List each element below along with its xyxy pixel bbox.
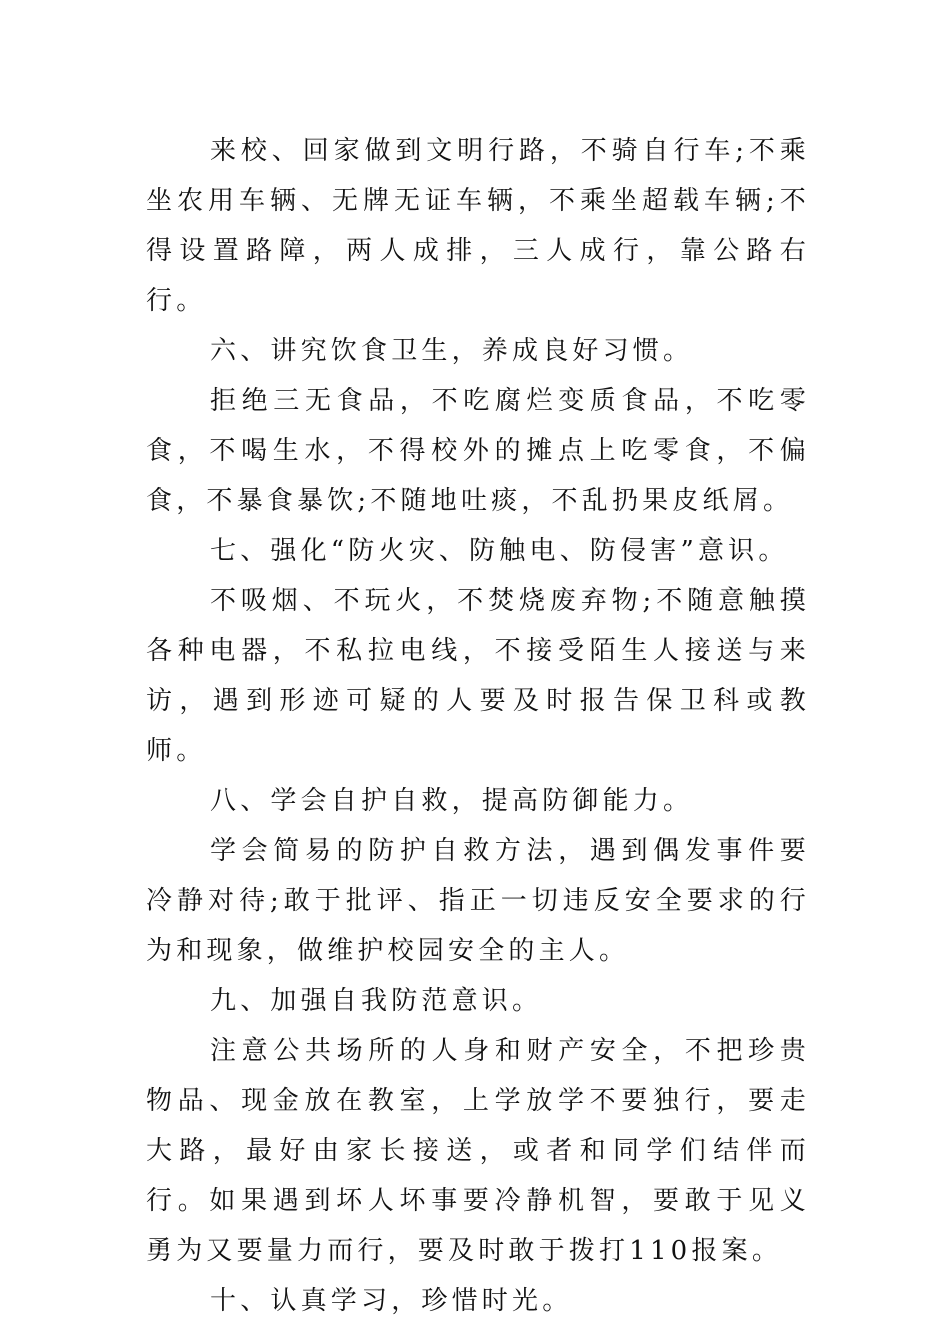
heading-item-9: 九、加强自我防范意识。 [210,986,543,1016]
paragraph-walking-rules: 来校、回家做到文明行路，不骑自行车;不乘坐农用车辆、无牌无证车辆，不乘坐超载车辆;不得设置路障，两人成排，三人成行，靠公路右行。 [146,136,810,316]
paragraph-self-protection: 注意公共场所的人身和财产安全，不把珍贵物品、现金放在教室，上学放学不要独行，要走大路，最好由家长接送，或者和同学们结伴而行。如果遇到坏人坏事要冷静机智，要敢于见义勇为又要量力而行，要及时敢于拨打110报案。 [146,1036,810,1266]
heading-item-10: 十、认真学习，珍惜时光。 [210,1286,573,1316]
paragraph-self-rescue: 学会简易的防护自救方法，遇到偶发事件要冷静对待;敢于批评、指正一切违反安全要求的行为和现象，做维护校园安全的主人。 [146,836,810,966]
document-body [146,126,810,1326]
paragraph-food-hygiene: 拒绝三无食品，不吃腐烂变质食品，不吃零食，不喝生水，不得校外的摊点上吃零食，不偏食，不暴食暴饮;不随地吐痰，不乱扔果皮纸屑。 [146,386,810,516]
heading-item-6: 六、讲究饮食卫生，养成良好习惯。 [210,336,694,366]
heading-item-7: 七、强化“防火灾、防触电、防侵害”意识。 [210,536,789,566]
paragraph-fire-safety: 不吸烟、不玩火，不焚烧废弃物;不随意触摸各种电器，不私拉电线，不接受陌生人接送与来访，遇到形迹可疑的人要及时报告保卫科或教师。 [146,586,810,766]
heading-item-8: 八、学会自护自救，提高防御能力。 [210,786,694,816]
